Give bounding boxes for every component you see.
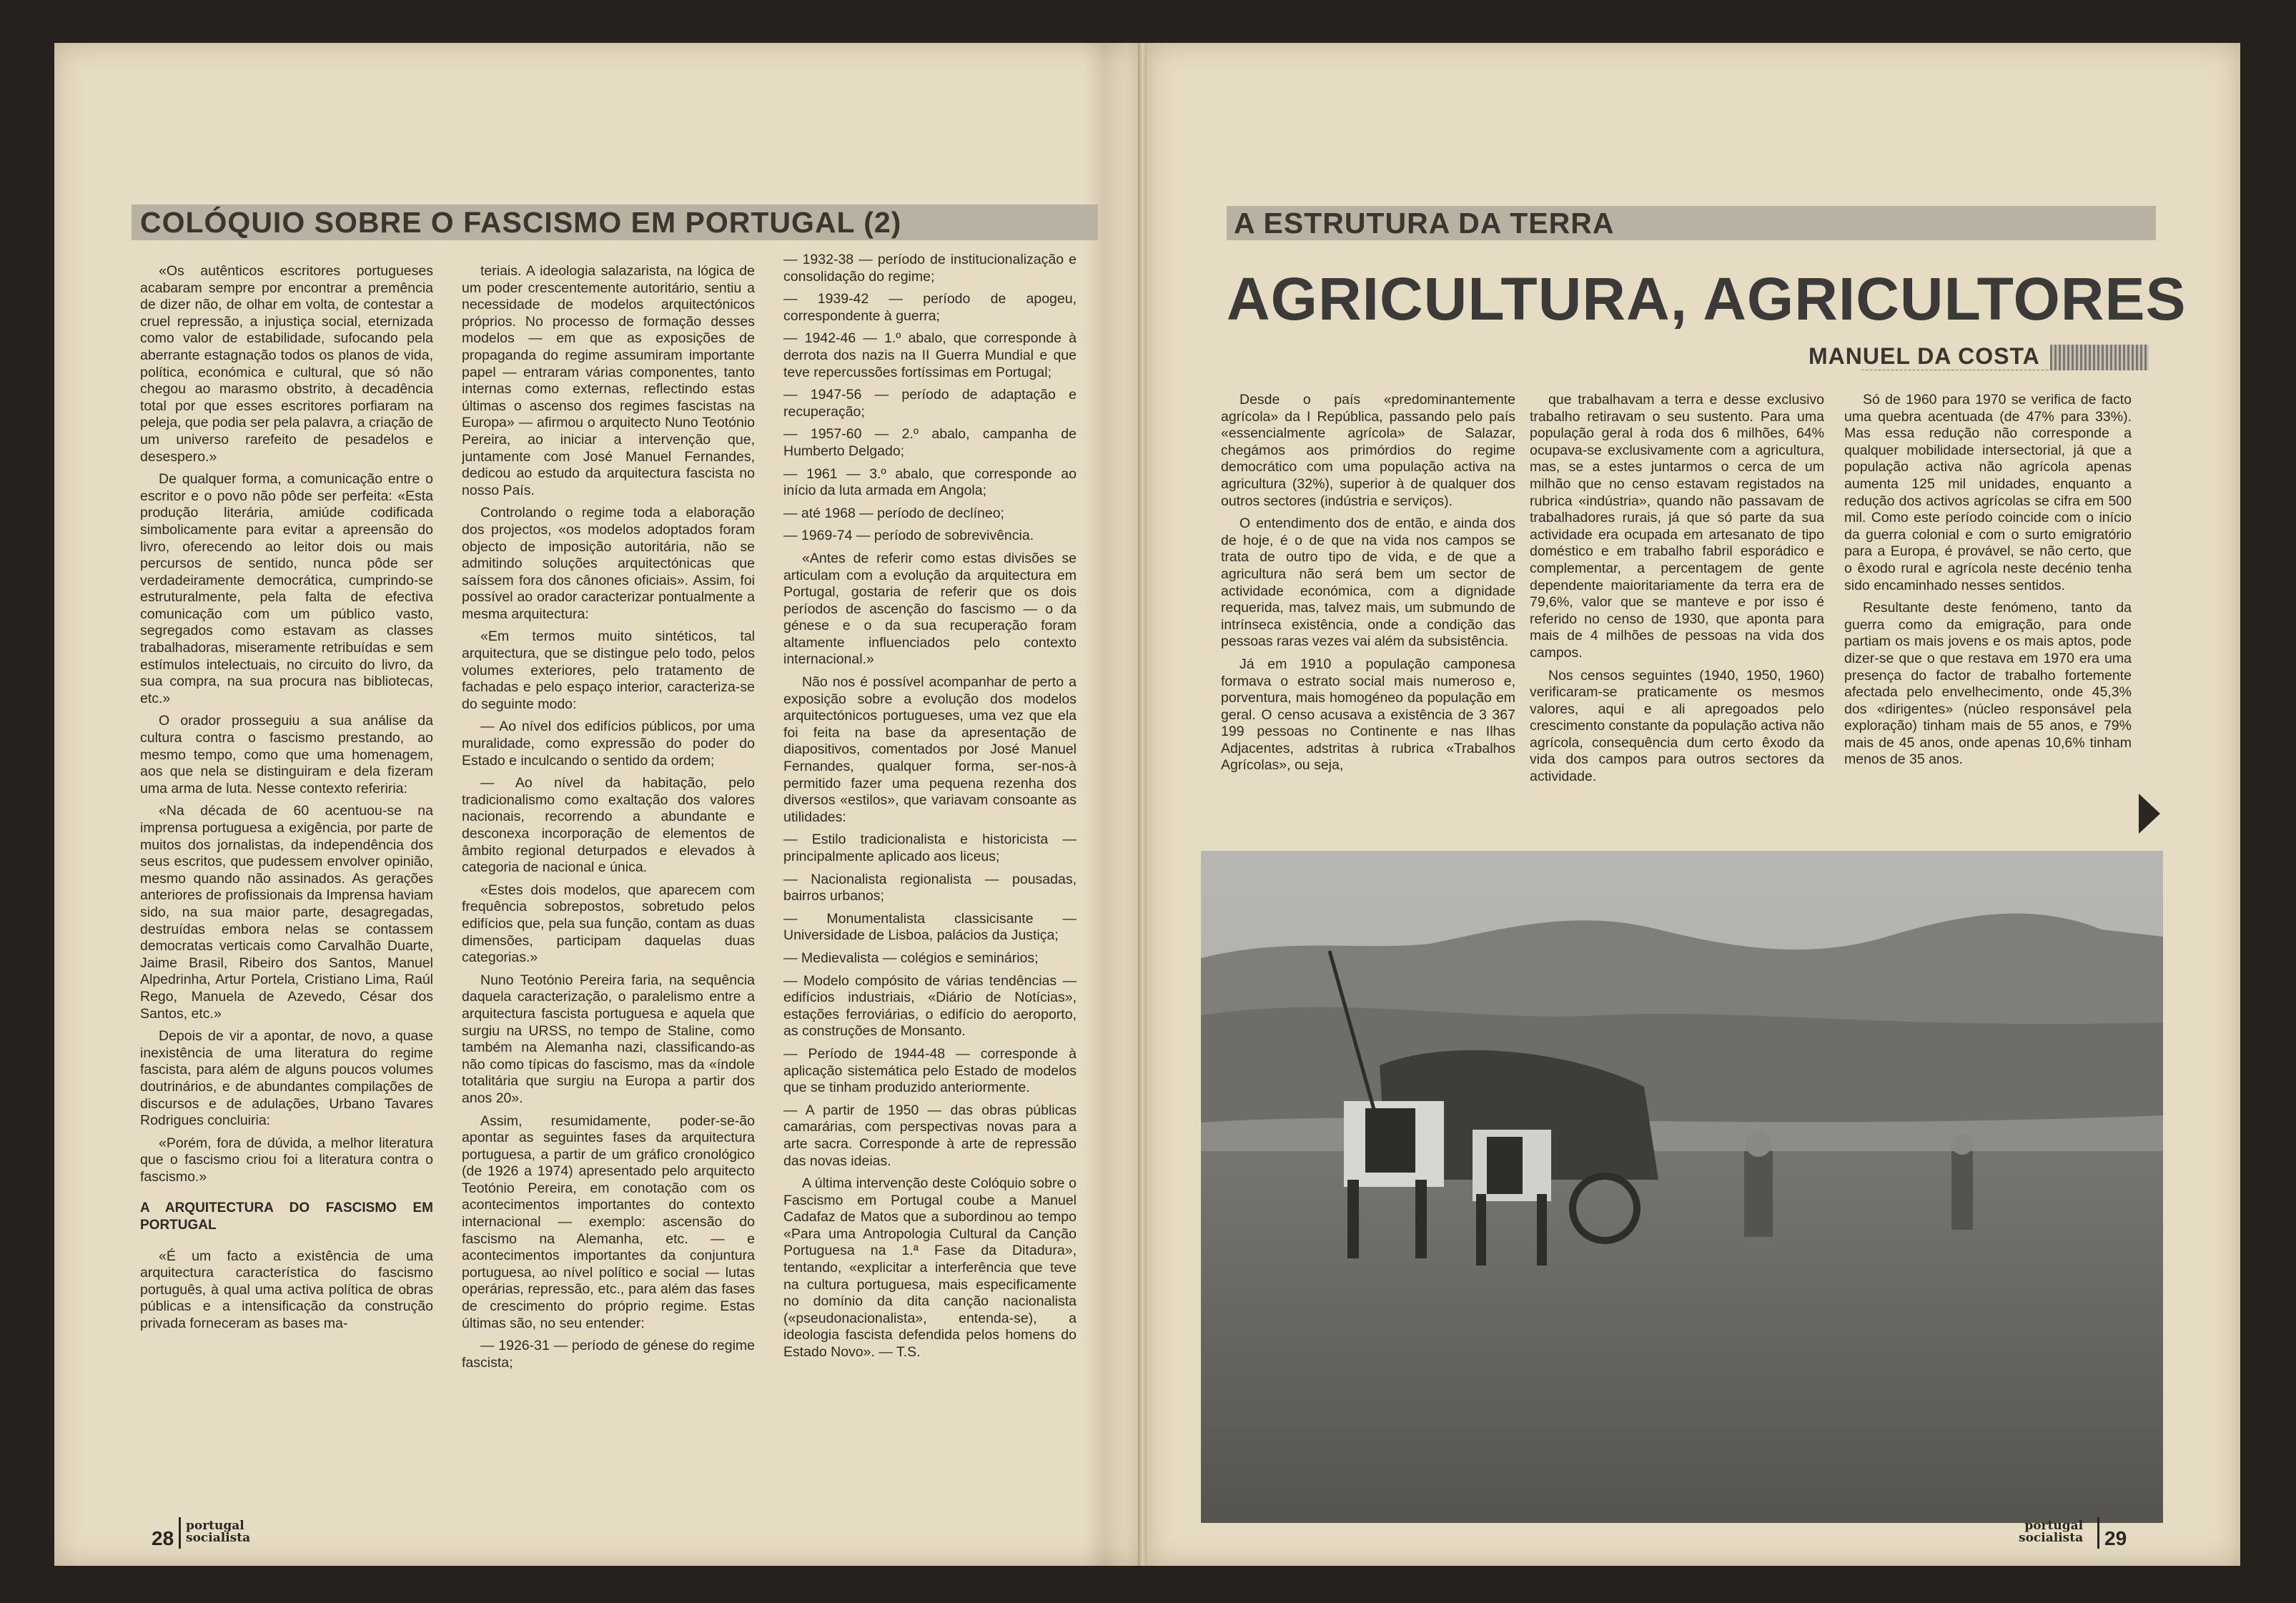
- right-page: [1147, 43, 2240, 1566]
- masthead-rule: [179, 1517, 181, 1549]
- paragraph: «Porém, fora de dúvida, a melhor literatura que o fascismo criou foi a literatura contra o fascismo.»: [140, 1135, 433, 1185]
- farm-photo-illustration: [1201, 851, 2163, 1523]
- byline: MANUEL DA COSTA: [1798, 343, 2050, 370]
- page-number: 28: [152, 1527, 174, 1549]
- right-column-3: [1844, 392, 2132, 835]
- list-item: — Período de 1944-48 — corresponde à aplicação sistemática pelo Estado de modelos que se tinham produzido anteriormente.: [783, 1045, 1077, 1096]
- paragraph: — Ao nível da habitação, pelo tradicionalismo como exaltação dos valores nacionais, recorrendo a abundante e desconexa incorporação de elementos de âmbito regional deturpados e elevados à categoria de nacional e única.: [462, 775, 755, 876]
- paragraph: Assim, resumidamente, poder-se-ão apontar as seguintes fases da arquitectura portuguesa, a partir de um gráfico cronológico (de 1926 a 1974) apresentado pelo arquitecto Teotónio Pereira, em conotação com os acontecimentos importantes do contexto internacional — exemplo: ascensão do fascismo na Alemanha, etc. — e acontecimentos importantes da conjuntura portuguesa, ao nível político e social — lutas operárias, repressão, etc., para além das fases de crescimento do próprio regime. Estas últimas são, no seu entender:: [462, 1113, 755, 1331]
- paragraph: Resultante deste fenómeno, tanto da guerra como da emigração, para onde partiam os mais jovens e os mais aptos, pode dizer-se que o que restava em 1970 era uma presença do factor de trabalho fortemente afectada pelo envelhecimento, onde 45,3% dos «dirigentes» (núcleo responsável pela exploração) tinham mais de 55 anos, e 79% mais de 45 anos, onde apenas 10,6% tinham menos de 35 anos.: [1844, 600, 2132, 768]
- masthead-line: socialista: [186, 1531, 251, 1545]
- paragraph: — 1926-31 — período de génese do regime fascista;: [462, 1338, 755, 1371]
- left-column-2: [462, 263, 755, 1543]
- paragraph: Só de 1960 para 1970 se verifica de facto uma quebra acentuada (de 47% para 33%). Mas essa redução não corresponde a qualquer mobilidade intersectorial, já que a população activa não agrícola apenas aumenta 125 mil unidades, enquanto a redução dos activos agrícolas se cifra em 500 mil. Como este período coincide com o início da guerra colonial e com o surto emigratório para a Europa, é provável, se não certo, que o êxodo rural e agrícola neste decénio tenha sido encaminhado nesses sentidos.: [1844, 392, 2132, 593]
- paragraph: O orador prosseguiu a sua análise da cultura contra o fascismo prestando, ao mesmo tempo, como que uma homenagem, aos que nela se distinguiram e dela fizeram uma arma de luta. Nesse contexto referiria:: [140, 713, 433, 796]
- paragraph: teriais. A ideologia salazarista, na lógica de um poder crescentemente autoritário, sentiu a necessidade de modelos arquitectónicos próprios. No processo de formação desses modelos — em que as exposições de propaganda do regime assumiram importante papel — entraram várias componentes, tanto internas como externas, reflectindo estas últimas o ascenso dos regimes fascistas na Europa» — afirmou o arquitecto Nuno Teotónio Pereira, ao iniciar a intervenção que, juntamente com José Manuel Fernandes, dedicou ao estudo da arquitectura fascista no nosso País.: [462, 263, 755, 498]
- page-number: 29: [2104, 1527, 2127, 1549]
- paragraph: «Estes dois modelos, que aparecem com frequência sobrepostos, sobretudo pelos edifícios que, pela sua função, contam as duas dimensões, participam daquelas duas categorias.»: [462, 882, 755, 966]
- paragraph: que trabalhavam a terra e desse exclusivo trabalho retiravam o seu sustento. Para uma população geral à roda dos 6 milhões, 64% ocupava-se exclusivamente com a agricultura, mas, se a estes juntarmos o cerca de um milhão que no censo estavam registados na rubrica «indústria», quando não passavam de trabalhadores rurais, já que só parte da sua actividade era ocupada em artesanato de tipo doméstico e em trabalho fabril esporádico e complementar, a percentagem de gente dependente maioritariamente da terra era de 79,6%, valor que se manteve e por isso é referido no censo de 1930, que aponta para mais de 4 milhões de pessoas na vida dos campos.: [1530, 392, 1824, 661]
- paragraph: Nos censos seguintes (1940, 1950, 1960) verificaram-se praticamente os mesmos valores, aqui e ali apregoados pelo crescimento constante da população activa não agrícola, consequência dum certo êxodo da vida dos campos para outros sectores da actividade.: [1530, 667, 1824, 785]
- subheading: A ARQUITECTURA DO FASCISMO EM PORTUGAL: [140, 1200, 433, 1233]
- list-item: — Monumentalista classicisante — Universidade de Lisboa, palácios da Justiça;: [783, 910, 1077, 944]
- paragraph: «Antes de referir como estas divisões se articulam com a evolução da arquitectura em Portugal, gostaria de referir que os dois períodos de ascenção do fascismo — o da génese e o da sua recuperação foram altamente influenciados pelo contexto internacional.»: [783, 550, 1077, 668]
- paragraph: «É um facto a existência de uma arquitectura característica do fascismo português, à qual uma activa política de obras públicas e a intensificação da construção privada forneceram as bases ma-: [140, 1248, 433, 1332]
- paragraph: «Os autênticos escritores portugueses acabaram sempre por encontrar a premência de dizer não, de olhar em volta, de contestar a cruel repressão, a injustiça social, eternizada como valor de estabilidade, sufocando pela aberrante estagnação todos os planos de vida, política, económica e cultural, que só não chegou ao marasmo obstrito, à decadência total por que esses escritores porfiaram na peleja, que podia ser pela palavra, a criação de um universo rarefeito de pesadelos e desespero.»: [140, 263, 433, 465]
- continue-arrow-icon: [2139, 794, 2160, 834]
- masthead-line: socialista: [2019, 1531, 2084, 1545]
- list-item: — 1961 — 3.º abalo, que corresponde ao início da luta armada em Angola;: [783, 465, 1077, 499]
- farm-photo: [1201, 851, 2163, 1523]
- masthead-logo: [186, 1520, 250, 1544]
- list-item: — 1957-60 — 2.º abalo, campanha de Humberto Delgado;: [783, 426, 1077, 459]
- paragraph: «Em termos muito sintéticos, tal arquitectura, que se distingue pelo todo, pelos volumes exteriores, pelo tratamento de fachadas e pelo espaço interior, caracteriza-se do seguinte modo:: [462, 628, 755, 712]
- paragraph: A última intervenção deste Colóquio sobre o Fascismo em Portugal coube a Manuel Cadafaz de Matos que a subordinou ao tempo «Para uma Antropologia Cultural da Canção Portuguesa na 1.ª Fase da Ditadura», tentando, «explicitar a interferência que teve na cultura portuguesa, mais especificamente no domínio da dita canção nacionalista («pseudonacionalista», entenda-se), a ideologia fascista defendida pelos homens do Estado Novo». — T.S.: [783, 1175, 1077, 1361]
- paragraph: Não nos é possível acompanhar de perto a exposição sobre a evolução dos modelos arquitectónicos portugueses, uma vez que ela foi feita na base da apresentação de diapositivos, comentados por José Manuel Fernandes, qualquer forma, ser-nos-à permitido fazer uma pequena rezenha dos diversos «estilos», que variavam consoante as utilidades:: [783, 674, 1077, 825]
- list-item: — 1932-38 — período de institucionalização e consolidação do regime;: [783, 252, 1077, 285]
- list-item: — Nacionalista regionalista — pousadas, bairros urbanos;: [783, 871, 1077, 904]
- paragraph: Já em 1910 a população camponesa formava o estrato social mais numeroso e, porventura, mais homogéneo da população em geral. O censo acusava a existência de 3 367 199 pessoas no Continente e nas Ilhas Adjacentes, adstritas à rubrica «Trabalhos Agrícolas», ou seja,: [1221, 656, 1515, 774]
- paragraph: Nuno Teotónio Pereira faria, na sequência daquela caracterização, o paralelismo entre a arquitectura fascista portuguesa e aquela que surgiu na URSS, no tempo de Staline, como também na Alemanha nazi, classificando-as não como típicas do fascismo, mas da «índole totalitária que surgiu na Europa a partir dos anos 20».: [462, 972, 755, 1106]
- paragraph: Desde o país «predominantemente agrícola» da I República, passando pelo país «essencialmente agrícola» de Salazar, chegámos aos primórdios do regime democrático com uma população activa na agricultura (32%), superior à de qualquer dos outros sectores (indústria e serviços).: [1221, 392, 1515, 509]
- list-item: — 1947-56 — período de adaptação e recuperação;: [783, 387, 1077, 420]
- paragraph: Depois de vir a apontar, de novo, a quase inexistência de uma literatura do regime fascista, para além de alguns poucos volumes doutrinários, e de abundantes compilações de discursos e de adulações, Urbano Tavares Rodrigues concluiria:: [140, 1028, 433, 1129]
- list-item: — 1942-46 — 1.º abalo, que corresponde à derrota dos nazis na II Guerra Mundial e que teve repercussões fortíssimas em Portugal;: [783, 330, 1077, 380]
- paragraph: Controlando o regime toda a elaboração dos projectos, «os modelos adoptados foram objecto de imposição autoritária, não se admitindo soluções arquitectónicas que saíssem fora dos cânones oficiais». Assim, foi possível ao orador caracterizar pontualmente a mesma arquitectura:: [462, 505, 755, 622]
- paragraph: De qualquer forma, a comunicação entre o escritor e o povo não pôde ser perfeita: «Esta produção literária, amiúde codificada simbolicamente para evitar a apreensão do livro, oferecendo ao leitor dois ou mais percursos de sentido, nunca pôde ser verdadeiramente democrática, cumprindo-se estruturalmente, pela falta de efectiva comunicação com um público vasto, segregados como estavam as classes trabalhadoras, miseramente retribuídas e sem estímulos intelectuais, no circuito do livro, da sua compra, na sua procura nas bibliotecas, etc.»: [140, 471, 433, 706]
- list-item: — 1969-74 — período de sobrevivência.: [783, 528, 1034, 544]
- masthead-line: portugal: [186, 1519, 244, 1533]
- masthead-line: portugal: [2024, 1519, 2084, 1533]
- section-title-left: COLÓQUIO SOBRE O FASCISMO EM PORTUGAL (2): [132, 204, 1098, 240]
- right-column-1: [1221, 392, 1515, 835]
- left-page: [54, 43, 1138, 1566]
- list-item: — até 1968 — período de declíneo;: [783, 505, 1004, 521]
- list-item: — Estilo tradicionalista e historicista — principalmente aplicado aos liceus;: [783, 832, 1077, 864]
- section-title-right: A ESTRUTURA DA TERRA: [1227, 206, 2156, 240]
- list-item: — A partir de 1950 — das obras públicas camarárias, com perspectivas novas para a arte sacra. Corresponde à arte de repressão das novas ideias.: [783, 1102, 1077, 1169]
- masthead-rule: [2097, 1517, 2099, 1549]
- left-column-3: [783, 252, 1077, 1546]
- paragraph: O entendimento dos de então, e ainda dos de hoje, é o de que na vida nos campos se trata de outro tipo de vida, e de que a agricultura não será bem um sector de actividade económica, com a dignidade requerida, mas, talvez mais, um submundo de intrínseca existência, onde a condição das pessoas raras vezes vai além da subsistência.: [1221, 516, 1515, 650]
- list-item: — Modelo compósito de várias tendências — edifícios industriais, «Diário de Notícias», estações ferroviárias, o edifício do aeroporto, as construções de Monsanto.: [783, 972, 1077, 1040]
- page-fold-shadow: [1084, 43, 1127, 1566]
- right-column-2: [1530, 392, 1824, 835]
- masthead-logo: [2019, 1520, 2083, 1544]
- left-column-1: [140, 263, 433, 1543]
- paragraph: «Na década de 60 acentuou-se na imprensa portuguesa a exigência, por parte de muitos dos jornalistas, da independência dos seus escritos, que pudessem envolver opinião, mesmo quando não assinados. As gerações anteriores de profissionais da Imprensa haviam sido, na sua maior parte, desagregadas, destruídas embora nelas se contassem democratas verticais como Carvalhão Duarte, Jaime Brasil, Ribeiro dos Santos, Manuel Alpedrinha, Artur Portela, Cristiano Lima, Raúl Rego, Manuela de Azevedo, César dos Santos, etc.»: [140, 803, 433, 1022]
- list-item: — 1939-42 — período de apogeu, correspondente à guerra;: [783, 291, 1077, 324]
- headline: AGRICULTURA, AGRICULTORES: [1227, 265, 2187, 332]
- list-item: — Medievalista — colégios e seminários;: [783, 950, 1039, 966]
- paragraph: — Ao nível dos edifícios públicos, por uma muralidade, como expressão do poder do Estado e inculcando o sentido da ordem;: [462, 719, 755, 769]
